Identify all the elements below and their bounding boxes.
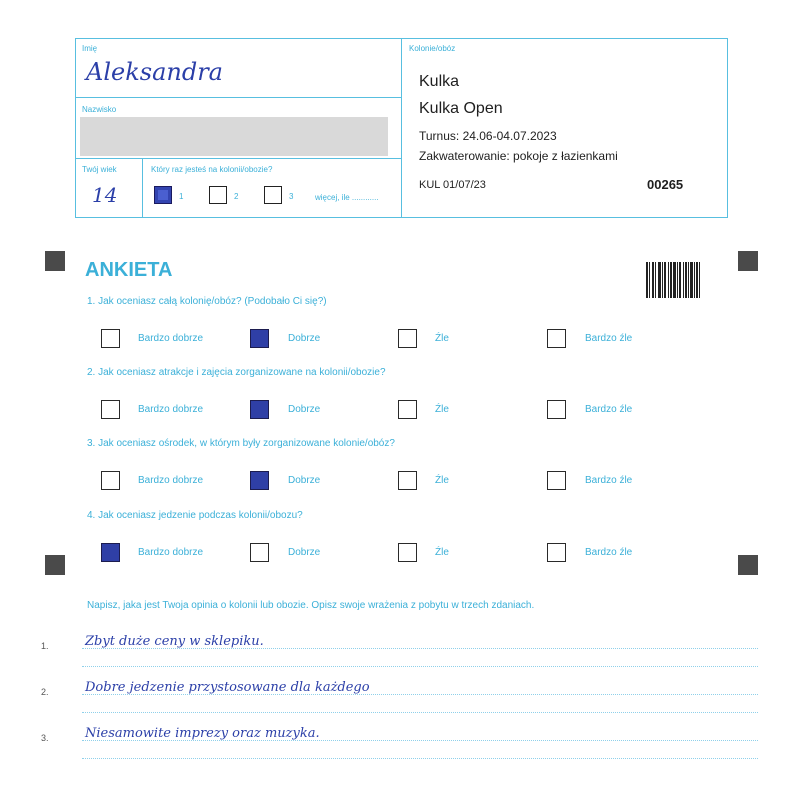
answer-2-text[interactable]: Dobre jedzenie przystosowane dla każdego xyxy=(85,680,370,695)
answer-2-number: 2. xyxy=(41,687,49,697)
question-1-checkbox-dobrze[interactable] xyxy=(250,329,269,348)
question-1-checkbox-bardzo-zle[interactable] xyxy=(547,329,566,348)
times-label: Który raz jesteś na kolonii/obozie? xyxy=(151,165,273,174)
question-3-text: 3. Jak oceniasz ośrodek, w którym były zorganizowane kolonie/obóz? xyxy=(87,438,395,449)
first-name-field[interactable]: Aleksandra xyxy=(86,58,223,86)
answer-2-line xyxy=(82,694,758,695)
registration-marker-bottom-right xyxy=(738,555,758,575)
answer-1-text[interactable]: Zbyt duże ceny w sklepiku. xyxy=(85,634,264,649)
times-option-3-label: 3 xyxy=(289,192,294,201)
times-option-more-label: więcej, ile ............ xyxy=(315,193,379,202)
camp-name: Kulka xyxy=(419,73,460,90)
question-3-checkbox-dobrze[interactable] xyxy=(250,471,269,490)
last-name-label: Nazwisko xyxy=(82,105,117,114)
times-checkbox-3[interactable] xyxy=(264,186,282,204)
question-3-checkbox-bardzo-zle[interactable] xyxy=(547,471,566,490)
form-number: 00265 xyxy=(647,177,684,192)
question-4-checkbox-zle[interactable] xyxy=(398,543,417,562)
first-name-label: Imię xyxy=(82,44,98,53)
age-label: Twój wiek xyxy=(82,165,117,174)
question-2-option-label: Bardzo źle xyxy=(585,404,633,415)
answer-3-text[interactable]: Niesamowite imprezy oraz muzyka. xyxy=(85,726,320,741)
question-4-text: 4. Jak oceniasz jedzenie podczas kolonii/obozu? xyxy=(87,510,303,521)
registration-marker-top-right xyxy=(738,251,758,271)
question-4-option-label: Bardzo dobrze xyxy=(138,547,204,558)
question-4-checkbox-dobrze[interactable] xyxy=(250,543,269,562)
answer-1-line xyxy=(82,648,758,649)
answer-2-line xyxy=(82,712,758,713)
question-4-checkbox-bardzo-dobrze[interactable] xyxy=(101,543,120,562)
question-1-checkbox-zle[interactable] xyxy=(398,329,417,348)
question-3-option-label: Bardzo źle xyxy=(585,475,633,486)
times-option-2-label: 2 xyxy=(234,192,239,201)
question-3-option-label: Dobrze xyxy=(288,475,321,486)
question-3-option-label: Źle xyxy=(435,475,449,486)
question-2-checkbox-bardzo-zle[interactable] xyxy=(547,400,566,419)
registration-marker-bottom-left xyxy=(45,555,65,575)
opinion-prompt: Napisz, jaka jest Twoja opinia o kolonii lub obozie. Opisz swoje wrażenia z pobytu w trzech zdaniach. xyxy=(87,600,535,611)
answer-3-number: 3. xyxy=(41,733,49,743)
question-1-option-label: Bardzo dobrze xyxy=(138,333,204,344)
answer-1-number: 1. xyxy=(41,641,49,651)
question-1-text: 1. Jak oceniasz całą kolonię/obóz? (Podobało Ci się?) xyxy=(87,296,327,307)
question-2-text: 2. Jak oceniasz atrakcje i zajęcia zorganizowane na kolonii/obozie? xyxy=(87,367,386,378)
accommodation-text: Zakwaterowanie: pokoje z łazienkami xyxy=(419,149,618,163)
times-checkbox-2[interactable] xyxy=(209,186,227,204)
question-3-option-label: Bardzo dobrze xyxy=(138,475,204,486)
question-2-checkbox-dobrze[interactable] xyxy=(250,400,269,419)
question-2-checkbox-zle[interactable] xyxy=(398,400,417,419)
last-name-redacted-field[interactable] xyxy=(80,117,388,156)
question-2-option-label: Dobrze xyxy=(288,404,321,415)
registration-marker-top-left xyxy=(45,251,65,271)
question-2-checkbox-bardzo-dobrze[interactable] xyxy=(101,400,120,419)
camp-label: Kolonie/obóz xyxy=(409,44,456,53)
question-4-checkbox-bardzo-zle[interactable] xyxy=(547,543,566,562)
question-4-option-label: Bardzo źle xyxy=(585,547,633,558)
survey-title: ANKIETA xyxy=(85,259,173,281)
times-option-1-label: 1 xyxy=(179,192,184,201)
answer-3-line xyxy=(82,758,758,759)
camp-code: KUL 01/07/23 xyxy=(419,179,486,191)
turnus-text: Turnus: 24.06-04.07.2023 xyxy=(419,129,557,143)
times-checkbox-1[interactable] xyxy=(154,186,172,204)
question-4-option-label: Dobrze xyxy=(288,547,321,558)
barcode-icon xyxy=(646,262,700,298)
question-2-option-label: Źle xyxy=(435,404,449,415)
question-1-checkbox-bardzo-dobrze[interactable] xyxy=(101,329,120,348)
answer-1-line xyxy=(82,666,758,667)
question-3-checkbox-zle[interactable] xyxy=(398,471,417,490)
answer-3-line xyxy=(82,740,758,741)
question-1-option-label: Źle xyxy=(435,333,449,344)
camp-subname: Kulka Open xyxy=(419,100,503,117)
question-1-option-label: Dobrze xyxy=(288,333,321,344)
question-4-option-label: Źle xyxy=(435,547,449,558)
age-field[interactable]: 14 xyxy=(92,183,118,207)
question-3-checkbox-bardzo-dobrze[interactable] xyxy=(101,471,120,490)
question-1-option-label: Bardzo źle xyxy=(585,333,633,344)
question-2-option-label: Bardzo dobrze xyxy=(138,404,204,415)
